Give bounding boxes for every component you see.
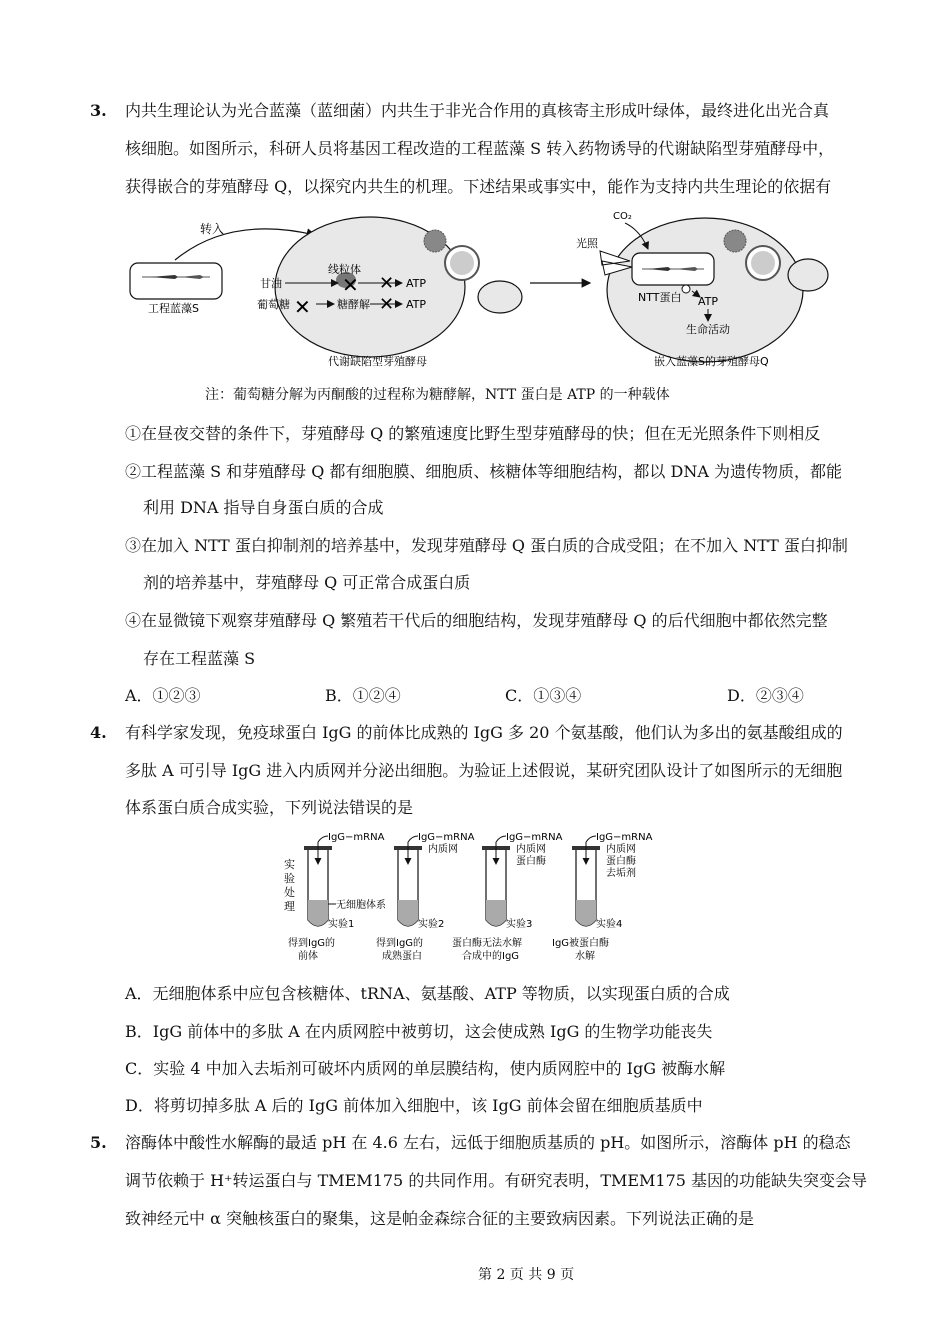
tube-4-add: 内质网 [606, 844, 636, 855]
q3-number: 3. [90, 101, 107, 120]
q5-stem-line: 致神经元中 α 突触核蛋白的聚集，这是帕金森综合征的主要致病因素。下列说法正确的是 [125, 1209, 754, 1228]
q3-statement: ④在显微镜下观察芽殖酵母 Q 繁殖若干代后的细胞结构，发现芽殖酵母 Q 的后代细胞中都依然完整 [125, 611, 828, 630]
cross-icon: ✕ [379, 273, 395, 294]
right-caption: 嵌入蓝藻S的芽殖酵母Q [654, 355, 769, 368]
tube-1-add: IgG−mRNA [328, 832, 385, 843]
ntt-label: NTT蛋白 [638, 291, 682, 304]
q4-stem-line: 体系蛋白质合成实验，下列说法错误的是 [125, 798, 414, 817]
tube-1-exp: 实验1 [328, 919, 355, 930]
atp-label: ATP [406, 298, 427, 311]
atp-label: ATP [698, 295, 719, 308]
tube-2-exp: 实验2 [418, 919, 445, 930]
tube-4-add: 蛋白酶 [606, 856, 636, 867]
q3-statement: 剂的培养基中，芽殖酵母 Q 可正常合成蛋白质 [143, 573, 471, 592]
test-tube-4 [552, 832, 653, 962]
q4-stem-line: 多肽 A 可引导 IgG 进入内质网并分泌出细胞。为验证上述假说，某研究团队设计了如图所示的无细胞 [125, 761, 843, 780]
q3-stem-line: 核细胞。如图所示，科研人员将基因工程改造的工程蓝藻 S 转入药物诱导的代谢缺陷型芽殖酵母中， [125, 139, 835, 158]
cyanobacteria-s-cell [130, 263, 222, 299]
q3-option-b: B．①②④ [325, 686, 401, 705]
tube-3-add: 内质网 [516, 844, 546, 855]
atp-label: ATP [406, 277, 427, 290]
tube-4-add: IgG−mRNA [596, 832, 653, 843]
mitochondria-label: 线粒体 [328, 263, 361, 276]
tube-3-exp: 实验3 [506, 919, 533, 930]
tube-4-exp: 实验4 [596, 919, 623, 930]
q3-statement: ②工程蓝藻 S 和芽殖酵母 Q 都有细胞膜、细胞质、核糖体等细胞结构，都以 DNA 为遗传物质，都能 [125, 462, 842, 481]
tube-4-result: 水解 [575, 951, 595, 962]
tube-4-result: IgG被蛋白酶 [552, 938, 610, 949]
tube-3-result: 合成中的IgG [462, 951, 520, 962]
cross-icon: ✕ [294, 295, 311, 319]
q3-statement: 利用 DNA 指导自身蛋白质的合成 [143, 498, 384, 517]
q3-stem-line: 内共生理论认为光合蓝藻（蓝细菌）内共生于非光合作用的真核寄主形成叶绿体，最终进化出光合真 [125, 101, 830, 120]
tube-2-result: 成熟蛋白 [382, 951, 422, 962]
cross-icon: ✕ [379, 294, 395, 315]
test-tube-1 [288, 832, 386, 962]
yeast-q-cell [607, 218, 803, 362]
q3-option-a: A．①②③ [125, 686, 201, 705]
q3-stem-line: 获得嵌合的芽殖酵母 Q，以探究内共生的机理。下述结果或事实中，能作为支持内共生理论的依据有 [125, 177, 832, 196]
q3-statement: ③在加入 NTT 蛋白抑制剂的培养基中，发现芽殖酵母 Q 蛋白质的合成受阻；在不加入 NTT 蛋白抑制 [125, 536, 848, 555]
side-label: 理 [284, 900, 295, 913]
tube-2-add: 内质网 [428, 844, 458, 855]
life-activity-label: 生命活动 [686, 323, 730, 336]
tube-4-add: 去垢剂 [606, 868, 636, 879]
glycolysis-label: 糖酵解 [337, 298, 370, 311]
tube-1-result: 得到IgG的 [288, 938, 336, 949]
co2-label: CO₂ [613, 211, 632, 222]
q3-note: 注：葡萄糖分解为丙酮酸的过程称为糖酵解，NTT 蛋白是 ATP 的一种载体 [205, 387, 670, 403]
q4-option-d: D．将剪切掉多肽 A 后的 IgG 前体加入细胞中，该 IgG 前体会留在细胞质基质中 [125, 1096, 703, 1115]
page-footer: 第 2 页 共 9 页 [478, 1267, 575, 1283]
tube-2-add: IgG−mRNA [418, 832, 475, 843]
q4-figure [270, 828, 680, 968]
system-label: 无细胞体系 [336, 900, 386, 911]
q3-statement: 存在工程蓝藻 S [143, 649, 256, 668]
q3-option-d: D．②③④ [727, 686, 804, 705]
q3-figure [120, 205, 830, 375]
tube-3-add: 蛋白酶 [516, 856, 546, 867]
left-caption: 代谢缺陷型芽殖酵母 [328, 355, 427, 368]
cross-icon: ✕ [342, 273, 359, 297]
q4-option-c: C．实验 4 中加入去垢剂可破坏内质网的单层膜结构，使内质网腔中的 IgG 被酶水解 [125, 1059, 726, 1078]
tube-2-result: 得到IgG的 [376, 938, 424, 949]
side-label: 处 [284, 886, 295, 899]
test-tube-3 [452, 832, 563, 962]
tube-1-result: 前体 [298, 951, 318, 962]
q4-number: 4. [90, 723, 107, 742]
q4-option-a: A．无细胞体系中应包含核糖体、tRNA、氨基酸、ATP 等物质，以实现蛋白质的合成 [125, 984, 730, 1003]
engineered-s-label: 工程蓝藻S [148, 302, 199, 315]
glucose-label: 葡萄糖 [257, 298, 290, 311]
transfer-label: 转入 [200, 222, 225, 236]
glycerol-label: 甘油 [260, 277, 282, 290]
q5-stem-line: 溶酶体中酸性水解酶的最适 pH 在 4.6 左右，远低于细胞质基质的 pH。如图所示，溶酶体 pH 的稳态 [125, 1133, 851, 1152]
q4-stem-line: 有科学家发现，免疫球蛋白 IgG 的前体比成熟的 IgG 多 20 个氨基酸，他们认为多出的氨基酸组成的 [125, 723, 843, 742]
tube-3-add: IgG−mRNA [506, 832, 563, 843]
q4-option-b: B．IgG 前体中的多肽 A 在内质网腔中被剪切，这会使成熟 IgG 的生物学功能丧失 [125, 1022, 713, 1041]
light-label: 光照 [576, 237, 598, 250]
tube-3-result: 蛋白酶无法水解 [452, 938, 522, 949]
q5-stem-line: 调节依赖于 H⁺转运蛋白与 TMEM175 的共同作用。有研究表明，TMEM175 基因的功能缺失突变会导 [125, 1171, 868, 1190]
q3-statement: ①在昼夜交替的条件下，芽殖酵母 Q 的繁殖速度比野生型芽殖酵母的快；但在无光照条件下则相反 [125, 424, 821, 443]
side-label: 实 [284, 858, 295, 871]
side-label: 验 [284, 872, 295, 885]
q5-number: 5. [90, 1133, 107, 1152]
q3-option-c: C．①③④ [505, 686, 582, 705]
